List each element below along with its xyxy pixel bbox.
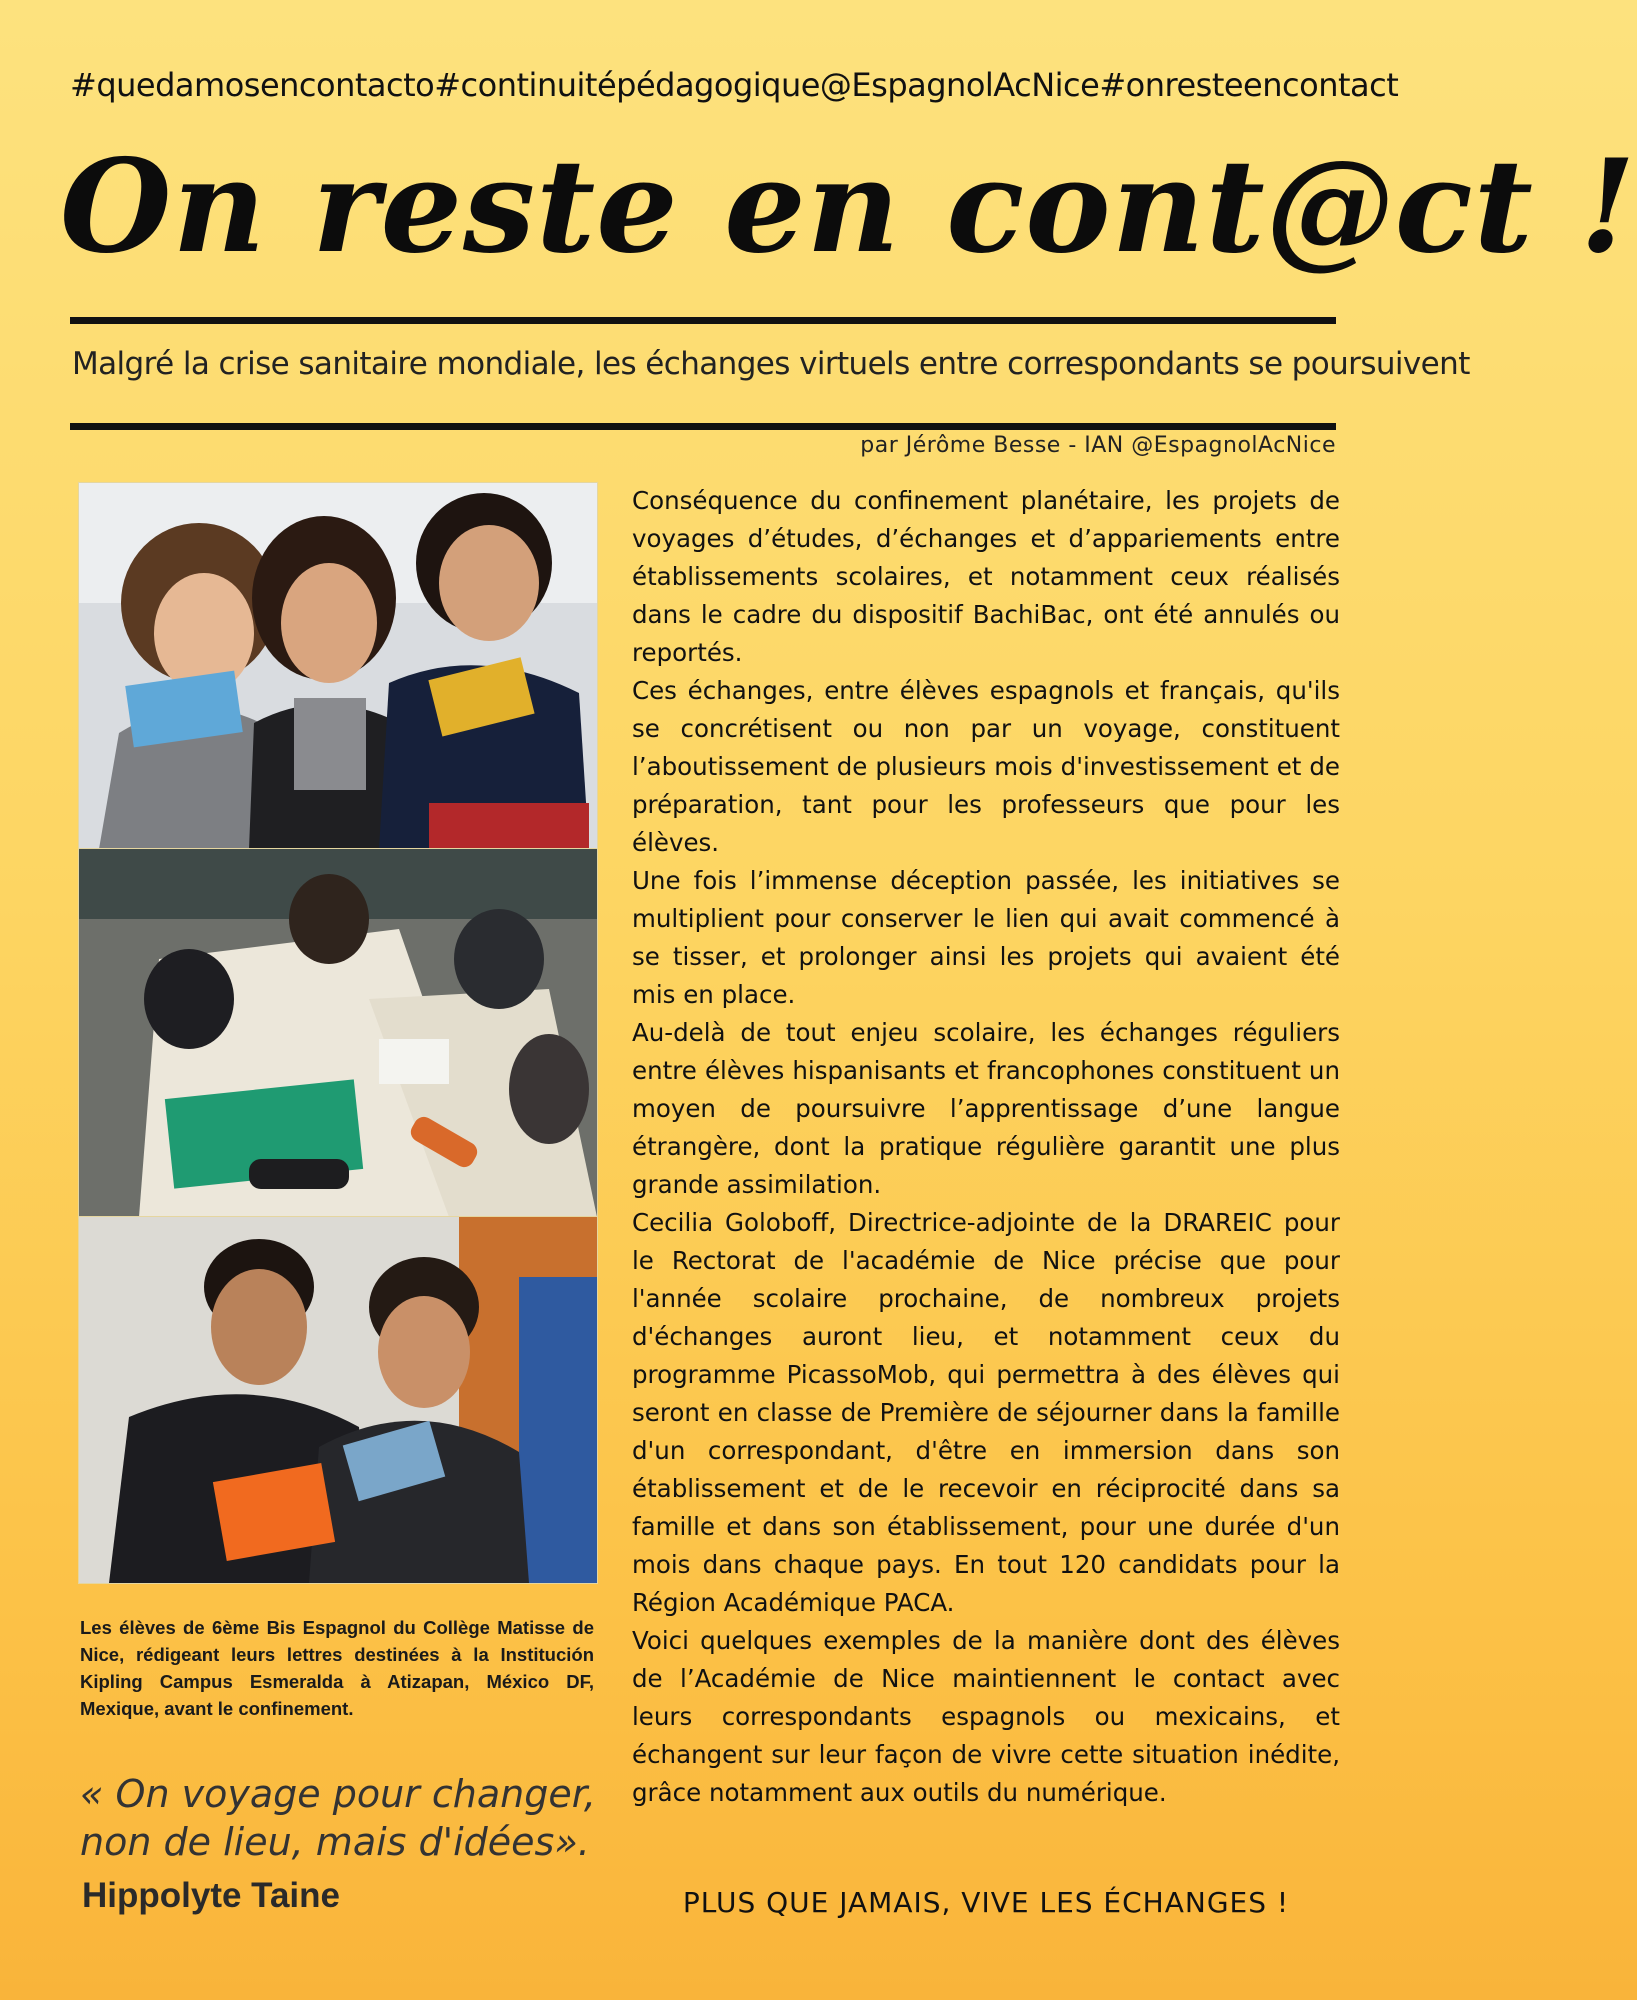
- hashtag-continuite: #continuitépédagogique@EspagnolAcNice: [434, 66, 1100, 104]
- two-boys-postcard-photo: [78, 1216, 598, 1584]
- article-paragraph: Conséquence du confinement planétaire, les projets de voyages d’études, d’échanges et d’appariements entre établissements scolaires, et notamment ceux réalisés dans le cadre du dispositif BachiBac, ont été annulés ou reportés.: [632, 486, 1340, 667]
- article-paragraph: Cecilia Goloboff, Directrice-adjointe de la DRAREIC pour le Rectorat de l'académie de Nice précise que pour l'année scolaire prochaine, de nombreux projets d'échanges auront lieu, et notamment ceux du programme PicassoMob, qui permettra à des élèves qui seront en classe de Première de séjourner dans la famille d'un correspondant, d'être en immersion dans son établissement et de le recevoir en réciprocité dans sa famille et dans son établissement, pour une durée d'un mois dans chaque pays. En tout 120 candidats pour la Région Académique PACA.: [632, 1208, 1340, 1617]
- hashtag-quedamos: #quedamosencontacto: [70, 66, 435, 104]
- quote-text: « On voyage pour changer, non de lieu, mais d'idées».: [80, 1772, 596, 1864]
- article-paragraph: Voici quelques exemples de la manière dont des élèves de l’Académie de Nice maintiennent le contact avec leurs correspondants espagnols ou mexicains, et échangent sur leur façon de vivre cette situation inédite, grâce notamment aux outils du numérique.: [632, 1626, 1340, 1807]
- title-divider: [70, 317, 1336, 324]
- article-body: [632, 482, 1340, 1812]
- three-girls-postcards-photo: [78, 482, 598, 850]
- quote-author: Hippolyte Taine: [82, 1876, 340, 1915]
- page-title: On reste en cont@ct !: [60, 132, 1637, 282]
- closing-slogan: PLUS QUE JAMAIS, VIVE LES ÉCHANGES !: [682, 1886, 1290, 1919]
- article-paragraph: Ces échanges, entre élèves espagnols et français, qu'ils se concrétisent ou non par un voyage, constituent l’aboutissement de plusieurs mois d'investissement et de préparation, tant pour les professeurs que pour les élèves.: [632, 676, 1340, 857]
- hashtag-bar: [70, 66, 1399, 104]
- classroom-writing-photo: [78, 848, 598, 1218]
- article-paragraph: Au-delà de tout enjeu scolaire, les échanges réguliers entre élèves hispanisants et francophones constituent un moyen de poursuivre l’apprentissage d’une langue étrangère, dont la pratique régulière garantit une plus grande assimilation.: [632, 1018, 1340, 1199]
- page-subtitle: Malgré la crise sanitaire mondiale, les échanges virtuels entre correspondants se poursuivent: [72, 346, 1470, 382]
- subtitle-divider: [70, 423, 1336, 430]
- hashtag-onreste: #onresteencontact: [1099, 66, 1399, 104]
- photo-caption: Les élèves de 6ème Bis Espagnol du Collège Matisse de Nice, rédigeant leurs lettres destinées à la Institución Kipling Campus Esmeralda à Atizapan, México DF, Mexique, avant le confinement.: [80, 1617, 594, 1719]
- article-paragraph: Une fois l’immense déception passée, les initiatives se multiplient pour conserver le lien qui avait commencé à se tisser, et prolonger ainsi les projets qui avaient été mis en place.: [632, 866, 1340, 1009]
- byline: par Jérôme Besse - IAN @EspagnolAcNice: [860, 433, 1336, 458]
